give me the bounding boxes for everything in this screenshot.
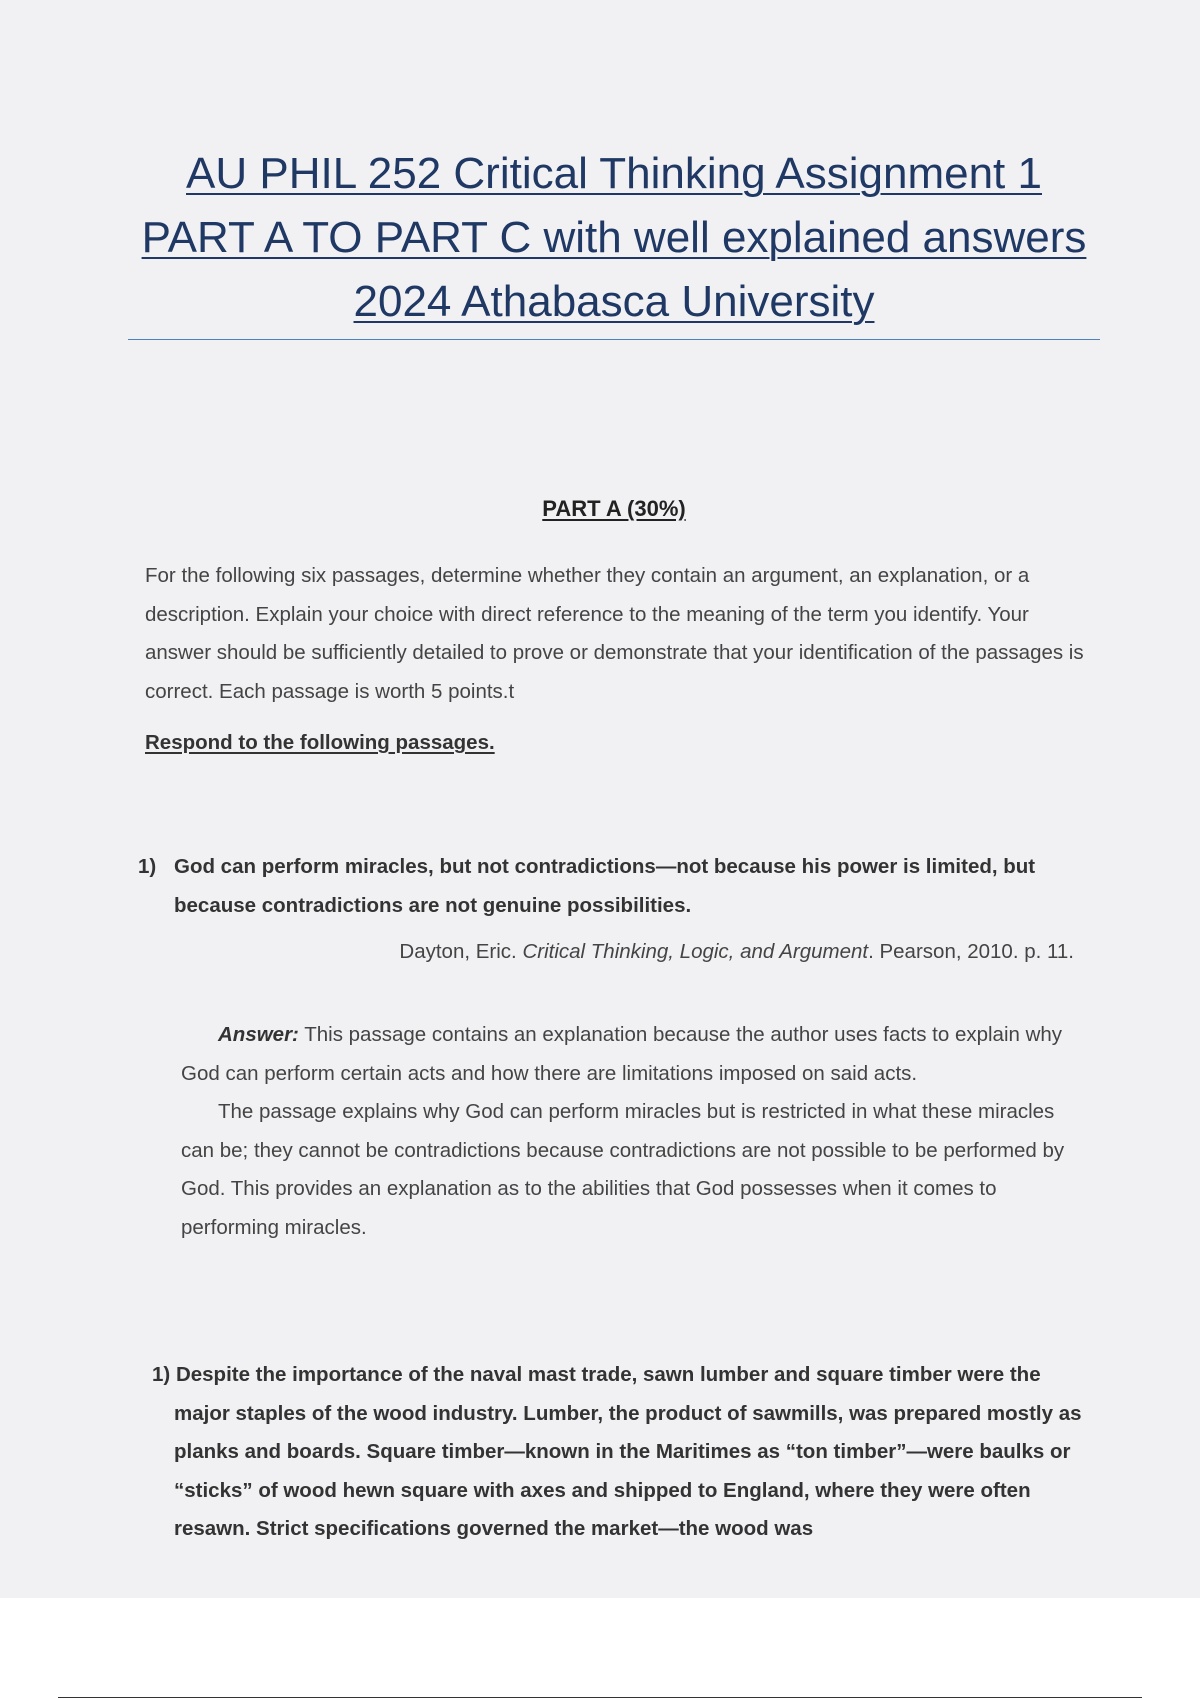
- question-text: God can perform miracles, but not contradictions—not because his power is limited, but because contradictions are not genuine possibilities.: [174, 855, 1036, 917]
- page-footer-rule: [58, 1697, 1142, 1698]
- answer-label: Answer:: [218, 1023, 299, 1046]
- answer-paragraph: [181, 1016, 1081, 1093]
- respond-label: Respond to the following passages.: [145, 731, 495, 754]
- part-a-heading: PART A (30%): [542, 496, 686, 521]
- answer-paragraph: The passage explains why God can perform miracles but is restricted in what these miracles can be; they cannot be contradictions because contradictions are not possible to be performed by God. This provides an explanation as to the abilities that God possesses when it comes to performing miracles.: [181, 1100, 1065, 1239]
- instructions-paragraph: For the following six passages, determine whether they contain an argument, an explanation, or a description. Explain your choice with direct reference to the meaning of the term you identify. Your answer should be sufficiently detailed to prove or demonstrate that your identification of the passages is correct. Each passage is worth 5 points.t: [145, 564, 1084, 703]
- citation-details: . Pearson, 2010. p. 11.: [868, 940, 1074, 963]
- question-text: [138, 1356, 1100, 1549]
- question-body: Despite the importance of the naval mast trade, sawn lumber and square timber were the major staples of the wood industry. Lumber, the product of sawmills, was prepared mostly as planks and boards. Square timber—known in the Maritimes as “ton timber”—were baulks or “sticks” of wood hewn square with axes and shipped to England, where they were often resawn. Strict specifications governed the market—the wood was: [174, 1363, 1082, 1540]
- question-number: 1): [152, 1363, 171, 1386]
- title-divider: [128, 339, 1100, 340]
- question-1: [138, 848, 1100, 925]
- document-title: AU PHIL 252 Critical Thinking Assignment 1 PART A TO PART C with well explained answers 2024 Athabasca University: [141, 149, 1087, 326]
- citation: [128, 940, 1074, 964]
- answer-text: This passage contains an explanation because the author uses facts to explain why God can perform certain acts and how there are limitations imposed on said acts.: [181, 1023, 1063, 1085]
- question-number: 1): [138, 855, 157, 878]
- answer-block: [181, 1016, 1081, 1247]
- question-2: [138, 1356, 1100, 1549]
- citation-author: Dayton, Eric.: [399, 940, 523, 963]
- citation-work: Critical Thinking, Logic, and Argument: [522, 940, 869, 963]
